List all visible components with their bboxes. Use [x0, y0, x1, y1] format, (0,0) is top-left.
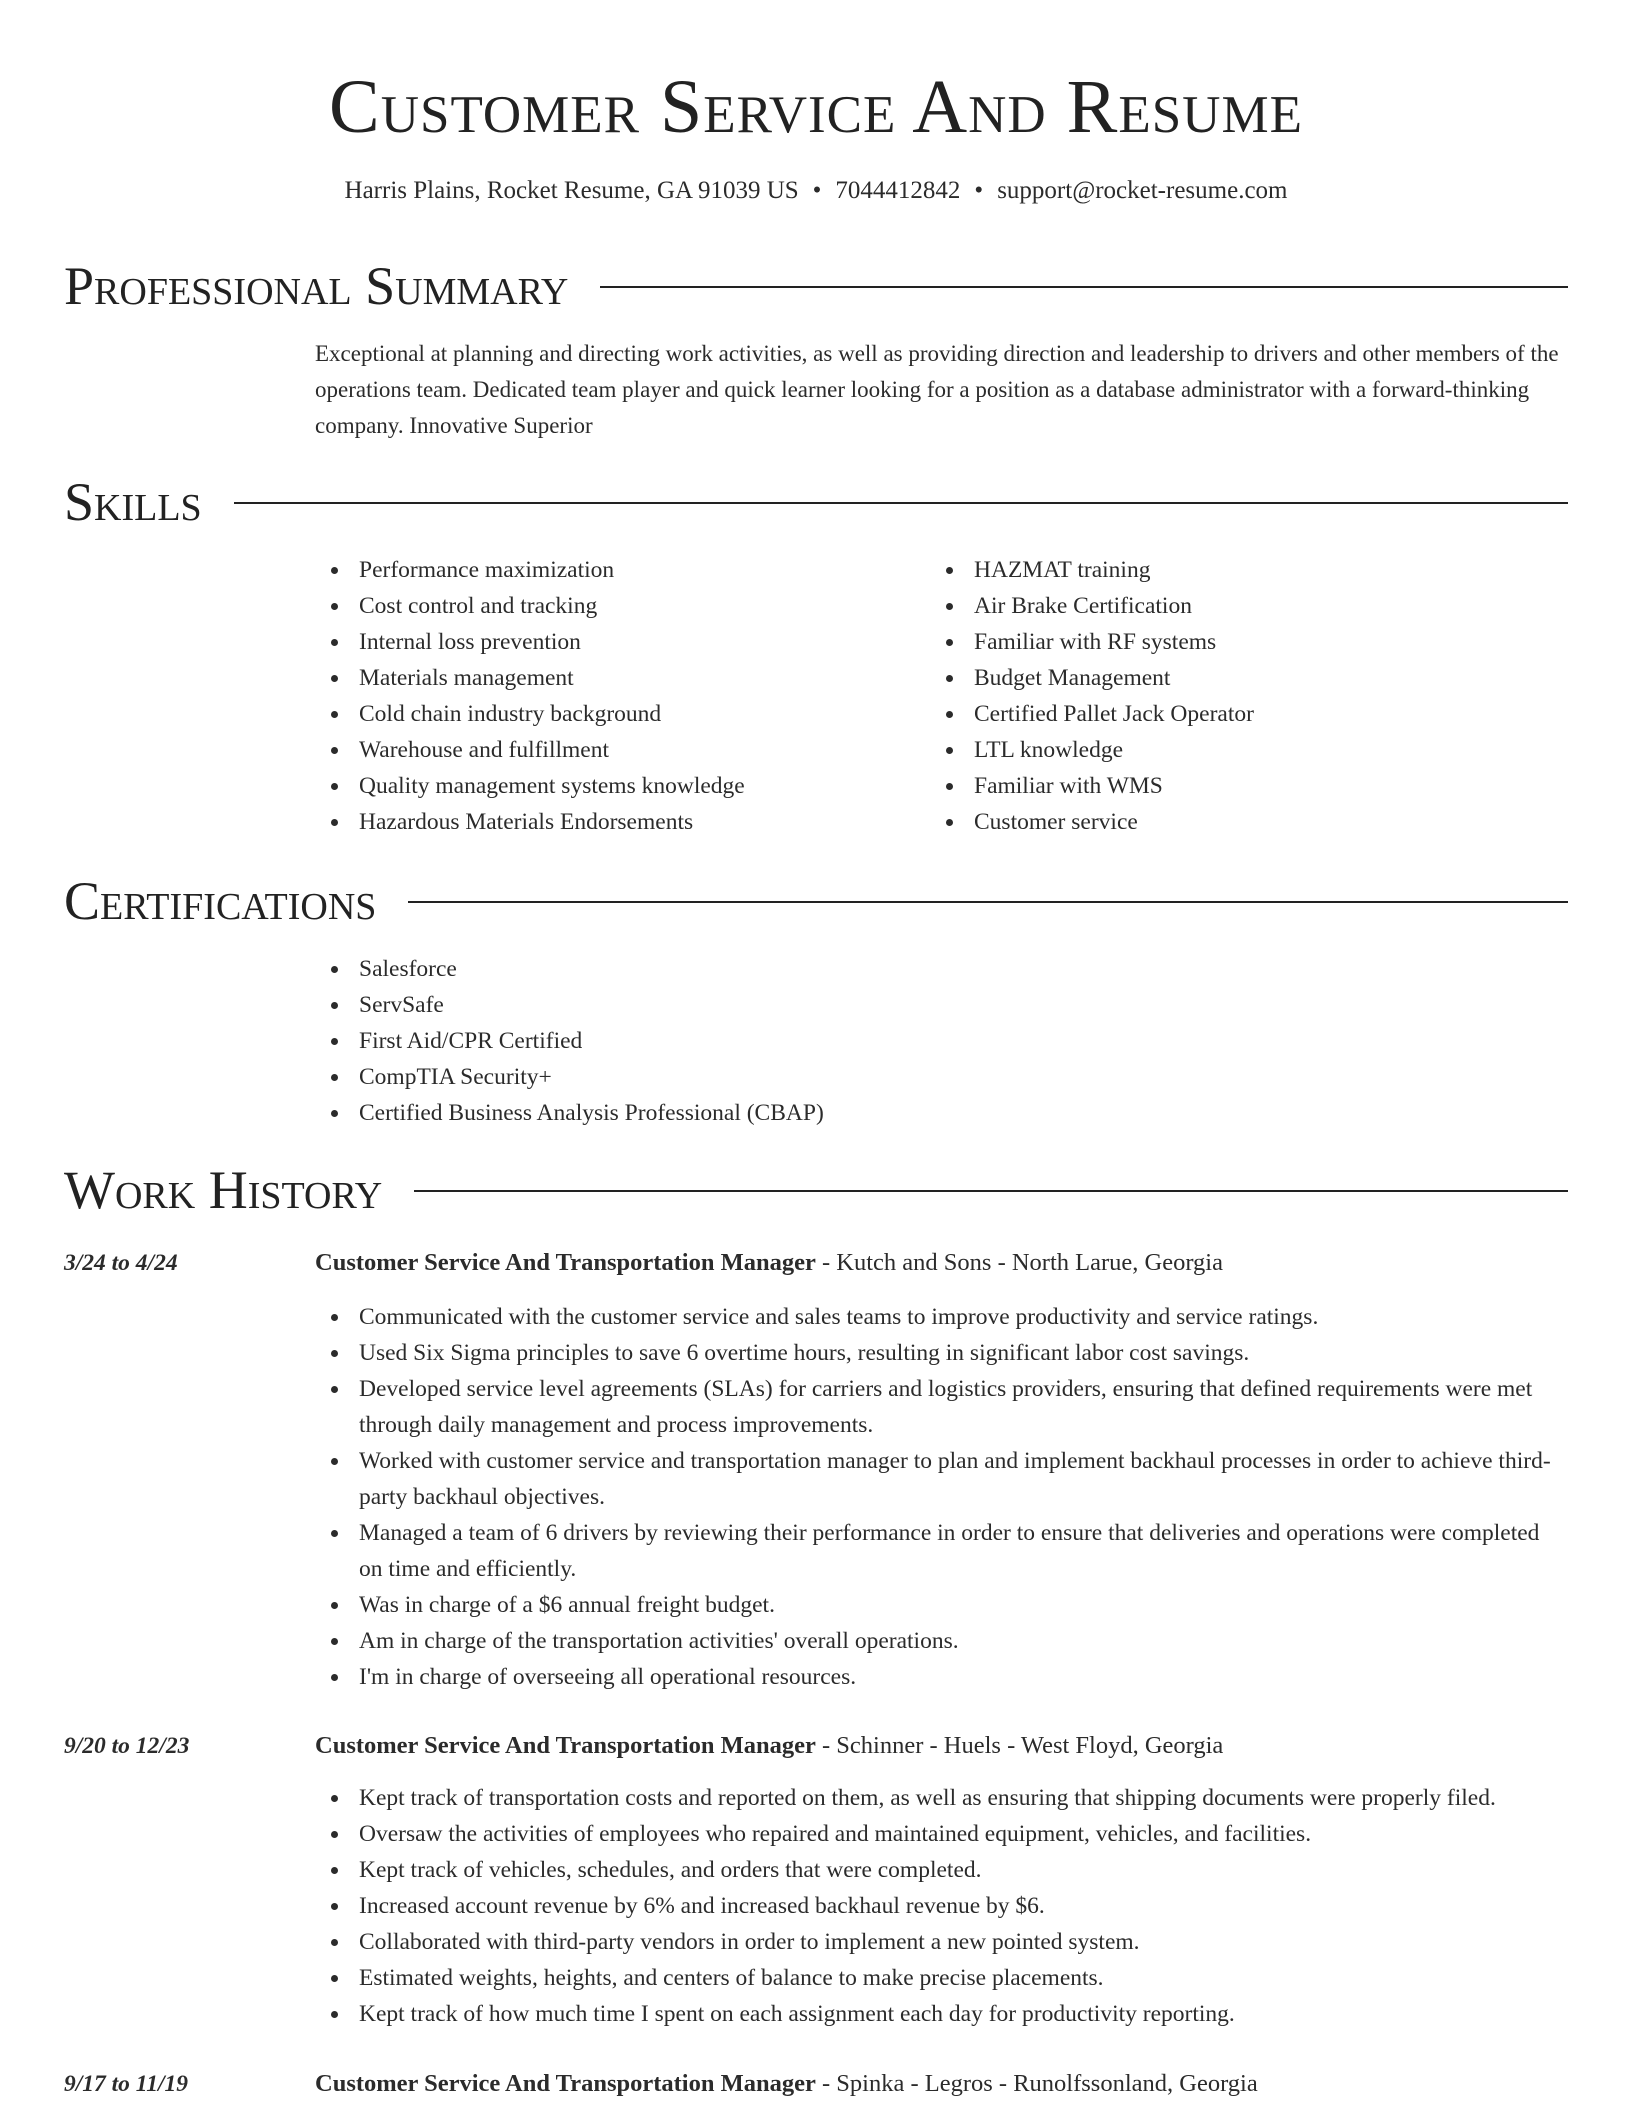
skill-item: Hazardous Materials Endorsements: [315, 804, 915, 840]
skills-left-column: [315, 552, 915, 840]
summary-section-header: [64, 254, 1568, 318]
job-bullet-item: Worked with customer service and transportation manager to plan and implement backhaul processes in order to achieve third-party backhaul objectives.: [315, 1443, 1568, 1515]
job-bullets-block: [315, 1780, 1568, 2032]
skills-right-column: [930, 552, 1530, 840]
section-divider: [414, 1190, 1568, 1192]
job-bullet-item: Was in charge of a $6 annual freight budget.: [315, 1587, 1568, 1623]
job-bullet-item: Estimated weights, heights, and centers of balance to make precise placements.: [315, 1960, 1568, 1996]
skill-item: Cost control and tracking: [315, 588, 915, 624]
skill-item: Quality management systems knowledge: [315, 768, 915, 804]
skills-right-list: [930, 552, 1530, 840]
resume-name: Customer Service And Resume: [329, 65, 1303, 149]
skills-heading: Skills: [64, 472, 202, 532]
work-history-section-header: [64, 1158, 1568, 1222]
certification-item: Salesforce: [315, 951, 1568, 987]
job-dates: 3/24 to 4/24: [64, 1250, 178, 1276]
skill-item: Materials management: [315, 660, 915, 696]
certification-item: CompTIA Security+: [315, 1059, 1568, 1095]
contact-address: Harris Plains, Rocket Resume, GA 91039 US: [344, 177, 799, 204]
certifications-section-header: [64, 869, 1568, 933]
job-dates: 9/17 to 11/19: [64, 2071, 189, 2097]
job-heading: [315, 1728, 1568, 1764]
certification-item: ServSafe: [315, 987, 1568, 1023]
skill-item: Air Brake Certification: [930, 588, 1530, 624]
contact-line: [64, 174, 1568, 208]
skill-item: LTL knowledge: [930, 732, 1530, 768]
job-company-location: - Kutch and Sons - North Larue, Georgia: [815, 1249, 1223, 1276]
summary-text: Exceptional at planning and directing work activities, as well as providing direction and leadership to drivers and other members of the operations team. Dedicated team player and quick learner looking for a position as a database administrator with a forward-thinking company. Innovative Superior: [315, 341, 1559, 438]
skill-item: Budget Management: [930, 660, 1530, 696]
skill-item: Warehouse and fulfillment: [315, 732, 915, 768]
contact-separator: •: [974, 177, 984, 204]
skills-section-header: [64, 470, 1568, 534]
skill-item: Customer service: [930, 804, 1530, 840]
skill-item: Certified Pallet Jack Operator: [930, 696, 1530, 732]
skill-item: Familiar with RF systems: [930, 624, 1530, 660]
job-bullet-item: Managed a team of 6 drivers by reviewing their performance in order to ensure that deliveries and operations were completed on time and efficiently.: [315, 1515, 1568, 1587]
job-company-location: - Spinka - Legros - Runolfssonland, Georgia: [815, 2070, 1258, 2097]
job-bullet-item: Increased account revenue by 6% and increased backhaul revenue by $6.: [315, 1888, 1568, 1924]
contact-email: support@rocket-resume.com: [997, 177, 1288, 204]
job-bullets-block: [315, 1299, 1568, 1695]
job-bullet-item: Oversaw the activities of employees who repaired and maintained equipment, vehicles, and facilities.: [315, 1816, 1568, 1852]
contact-separator: •: [812, 177, 822, 204]
certifications-block: [315, 951, 1568, 1131]
section-divider: [408, 901, 1568, 903]
job-company-location: - Schinner - Huels - West Floyd, Georgia: [815, 1732, 1224, 1759]
skill-item: Familiar with WMS: [930, 768, 1530, 804]
job-bullets: [315, 1299, 1568, 1695]
skill-item: Internal loss prevention: [315, 624, 915, 660]
job-bullet-item: Used Six Sigma principles to save 6 overtime hours, resulting in significant labor cost savings.: [315, 1335, 1568, 1371]
job-title: Customer Service And Transportation Manager: [315, 2070, 816, 2097]
skill-item: Cold chain industry background: [315, 696, 915, 732]
certification-item: First Aid/CPR Certified: [315, 1023, 1568, 1059]
job-title: Customer Service And Transportation Manager: [315, 1249, 816, 1276]
job-bullet-item: I'm in charge of overseeing all operational resources.: [315, 1659, 1568, 1695]
skills-left-list: [315, 552, 915, 840]
work-history-heading: Work History: [64, 1160, 383, 1220]
section-divider: [234, 502, 1568, 504]
skill-item: Performance maximization: [315, 552, 915, 588]
job-dates: 9/20 to 12/23: [64, 1733, 190, 1759]
job-heading: [315, 1245, 1568, 1281]
job-bullets: [315, 1780, 1568, 2032]
job-bullet-item: Kept track of transportation costs and reported on them, as well as ensuring that shipping documents were properly filed.: [315, 1780, 1568, 1816]
job-heading: [315, 2066, 1568, 2102]
certification-item: Certified Business Analysis Professional (CBAP): [315, 1095, 1568, 1131]
certifications-heading: Certifications: [64, 871, 377, 931]
summary-heading: Professional Summary: [64, 256, 569, 316]
job-title: Customer Service And Transportation Manager: [315, 1732, 816, 1759]
certifications-list: [315, 951, 1568, 1131]
job-bullet-item: Developed service level agreements (SLAs) for carriers and logistics providers, ensuring that defined requirements were met through daily management and process improvements.: [315, 1371, 1568, 1443]
job-bullet-item: Am in charge of the transportation activities' overall operations.: [315, 1623, 1568, 1659]
job-bullet-item: Kept track of vehicles, schedules, and orders that were completed.: [315, 1852, 1568, 1888]
job-bullet-item: Kept track of how much time I spent on each assignment each day for productivity reporting.: [315, 1996, 1568, 2032]
section-divider: [600, 286, 1568, 288]
job-bullet-item: Collaborated with third-party vendors in order to implement a new pointed system.: [315, 1924, 1568, 1960]
skill-item: HAZMAT training: [930, 552, 1530, 588]
job-bullet-item: Communicated with the customer service and sales teams to improve productivity and service ratings.: [315, 1299, 1568, 1335]
contact-phone: 7044412842: [835, 177, 961, 204]
